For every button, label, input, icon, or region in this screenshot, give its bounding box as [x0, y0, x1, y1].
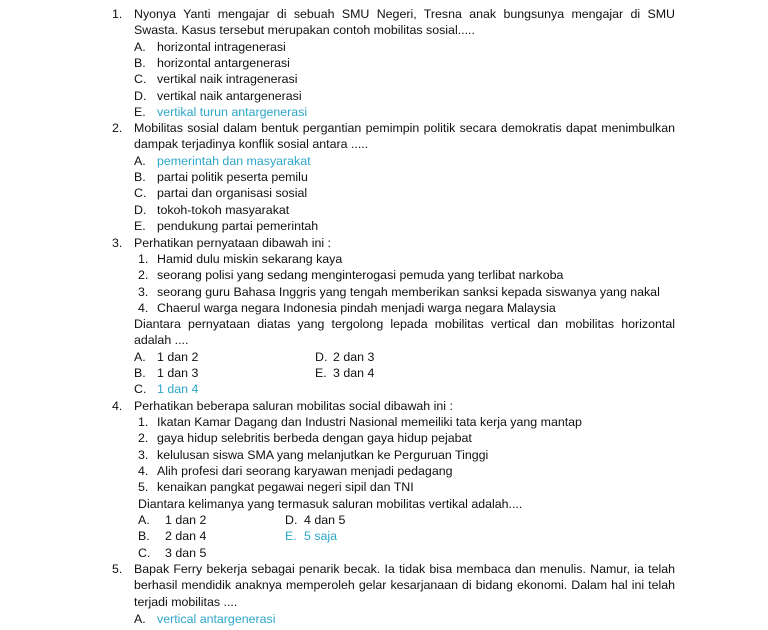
option-letter: A.: [134, 350, 146, 364]
question-number: 1.: [112, 7, 123, 21]
statement-text: kelulusan siswa SMA yang melanjutkan ke Perguruan Tinggi: [157, 448, 489, 462]
option-letter: C.: [134, 72, 147, 86]
option-text: 2 dan 3: [333, 350, 375, 364]
question-text: Perhatikan pernyataan dibawah ini :: [134, 236, 332, 250]
option-letter: B.: [138, 529, 150, 543]
statement-number: 1.: [138, 415, 149, 429]
option-letter: D.: [315, 350, 328, 364]
option-text: horizontal antargenerasi: [157, 56, 290, 70]
option-letter: B.: [134, 366, 146, 380]
question-text: Perhatikan beberapa saluran mobilitas social dibawah ini :: [134, 399, 453, 413]
option-letter: C.: [138, 546, 151, 560]
statement-number: 4.: [138, 464, 149, 478]
option-text: 3 dan 5: [165, 546, 207, 560]
option-letter: E.: [315, 366, 327, 380]
statement-text: Chaerul warga negara Indonesia pindah menjadi warga negara Malaysia: [157, 301, 556, 315]
statement-number: 5.: [138, 480, 149, 494]
statement-text: Ikatan Kamar Dagang dan Industri Nasional memeiliki tata kerja yang mantap: [157, 415, 582, 429]
correct-answer-text: 5 saja: [304, 529, 338, 543]
option-letter: B.: [134, 170, 146, 184]
option-text: pendukung partai pemerintah: [157, 219, 319, 233]
option-text: partai dan organisasi sosial: [157, 186, 308, 200]
statement-text: seorang guru Bahasa Inggris yang tengah memberikan sanksi kepada siswanya yang nakal: [157, 285, 660, 299]
statement-number: 3.: [138, 285, 149, 299]
option-letter: A.: [134, 612, 146, 626]
option-text: 2 dan 4: [165, 529, 207, 543]
statement-number: 3.: [138, 448, 149, 462]
question-text: Mobilitas sosial dalam bentuk pergantian pemimpin politik secara demokratis dapat menimbulkan dampak terjadinya konflik sosial antara .....: [134, 121, 675, 152]
statement-number: 2.: [138, 431, 149, 445]
option-letter: E.: [134, 219, 146, 233]
statement-text: Alih profesi dari seorang karyawan menjadi pedagang: [157, 464, 453, 478]
option-letter: D.: [134, 89, 147, 103]
option-text: tokoh-tokoh masyarakat: [157, 203, 290, 217]
statement-number: 4.: [138, 301, 149, 315]
option-text: 1 dan 3: [157, 366, 199, 380]
question-text: Bapak Ferry bekerja sebagai penarik becak. Ia tidak bisa membaca dan menulis. Namur, ia telah berhasil mendidik anaknya memperoleh gelar kesarjanaan di bidang ekonomi. Dalam hal ini telah terjadi mobilitas ....: [134, 562, 675, 609]
option-text: 1 dan 2: [165, 513, 207, 527]
option-text: 4 dan 5: [304, 513, 346, 527]
correct-answer-text: vertical antargenerasi: [157, 612, 276, 626]
option-letter: A.: [138, 513, 150, 527]
statement-text: seorang polisi yang sedang menginterogasi pemuda yang terlibat narkoba: [157, 268, 564, 282]
statement-number: 2.: [138, 268, 149, 282]
option-letter: B.: [134, 56, 146, 70]
question-number: 4.: [112, 399, 123, 413]
question-prompt: Diantara pernyataan diatas yang tergolong lepada mobilitas vertical dan mobilitas horizontal adalah ....: [134, 317, 675, 348]
option-letter: C.: [134, 382, 147, 396]
question-prompt: Diantara kelimanya yang termasuk saluran mobilitas vertikal adalah....: [138, 497, 523, 511]
correct-answer-text: pemerintah dan masyarakat: [157, 154, 311, 168]
correct-answer-text: 1 dan 4: [157, 382, 199, 396]
question-number: 3.: [112, 236, 123, 250]
option-letter: E.: [134, 105, 146, 119]
option-letter: D.: [285, 513, 298, 527]
question-number: 2.: [112, 121, 123, 135]
option-letter: A.: [134, 154, 146, 168]
question-text: Nyonya Yanti mengajar di sebuah SMU Negeri, Tresna anak bungsunya mengajar di SMU Swasta. Kasus tersebut merupakan contoh mobilitas sosial.....: [134, 7, 675, 38]
statement-number: 1.: [138, 252, 149, 266]
option-letter: C.: [134, 186, 147, 200]
statement-text: gaya hidup selebritis berbeda dengan gaya hidup pejabat: [157, 431, 472, 445]
option-text: 1 dan 2: [157, 350, 199, 364]
option-letter: E.: [285, 529, 297, 543]
statement-text: kenaikan pangkat pegawai negeri sipil dan TNI: [157, 480, 414, 494]
option-text: vertikal naik intragenerasi: [157, 72, 298, 86]
option-letter: A.: [134, 40, 146, 54]
option-text: horizontal intragenerasi: [157, 40, 286, 54]
option-letter: D.: [134, 203, 147, 217]
option-text: partai politik peserta pemilu: [157, 170, 308, 184]
option-text: vertikal naik antargenerasi: [157, 89, 302, 103]
question-number: 5.: [112, 562, 123, 576]
correct-answer-text: vertikal turun antargenerasi: [157, 105, 308, 119]
statement-text: Hamid dulu miskin sekarang kaya: [157, 252, 343, 266]
option-text: 3 dan 4: [333, 366, 375, 380]
